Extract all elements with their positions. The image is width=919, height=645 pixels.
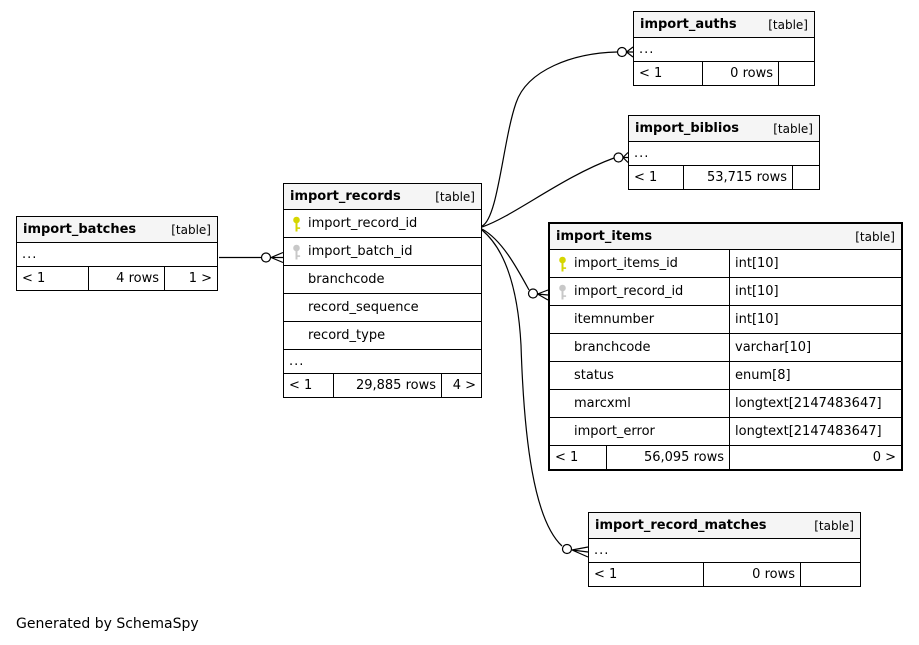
column-row: [284, 238, 481, 266]
column-row: [284, 294, 481, 322]
table-header[interactable]: [17, 217, 217, 243]
column-name: import_record_id: [574, 284, 684, 299]
table-footer: [284, 374, 481, 397]
table-type-tag: [table]: [171, 222, 211, 237]
table-header[interactable]: [284, 184, 481, 210]
relationship-line: [219, 253, 283, 263]
table-header[interactable]: [589, 513, 860, 539]
table-type-tag: [table]: [773, 121, 813, 136]
foreign-key-icon: [284, 244, 308, 260]
table-name: import_biblios: [635, 121, 740, 136]
row-count: 0 rows: [703, 62, 779, 85]
columns-ellipsis: ...: [629, 142, 819, 166]
columns-ellipsis: ...: [17, 243, 217, 267]
parents-indicator: < 1: [550, 446, 607, 469]
table-type-tag: [table]: [855, 229, 895, 244]
table-type-tag: [table]: [435, 189, 475, 204]
table-import-biblios[interactable]: [628, 115, 820, 190]
column-name: branchcode: [308, 272, 385, 287]
column-row: [550, 306, 901, 334]
column-name: marcxml: [574, 396, 631, 411]
relationship-line: [482, 47, 633, 226]
table-name: import_auths: [640, 17, 737, 32]
table-footer: [550, 446, 901, 469]
table-import-batches[interactable]: [16, 216, 218, 291]
table-import-items[interactable]: [548, 222, 903, 471]
row-count: 0 rows: [704, 563, 801, 586]
row-count: 4 rows: [89, 267, 165, 290]
parents-indicator: < 1: [284, 374, 334, 397]
relationship-line: [482, 153, 628, 228]
column-name: itemnumber: [574, 312, 655, 327]
parents-indicator: < 1: [589, 563, 704, 586]
table-name: import_record_matches: [595, 518, 767, 533]
column-type: int[10]: [735, 284, 779, 299]
parents-indicator: < 1: [17, 267, 89, 290]
table-header[interactable]: [634, 12, 814, 38]
row-count: 53,715 rows: [684, 166, 793, 189]
column-row: [284, 322, 481, 350]
column-row: [550, 334, 901, 362]
table-name: import_items: [556, 229, 653, 244]
column-type: int[10]: [735, 312, 779, 327]
foreign-key-icon: [550, 284, 574, 300]
row-count: 29,885 rows: [334, 374, 442, 397]
parents-indicator: < 1: [634, 62, 703, 85]
children-indicator: [801, 563, 860, 586]
column-name: record_sequence: [308, 300, 419, 315]
table-footer: [629, 166, 819, 189]
primary-key-icon: [550, 256, 574, 272]
column-name: status: [574, 368, 614, 383]
generated-by-note: Generated by SchemaSpy: [16, 616, 199, 632]
row-count: 56,095 rows: [607, 446, 730, 469]
children-indicator: 0 >: [872, 450, 896, 465]
column-name: import_batch_id: [308, 244, 413, 259]
column-type: enum[8]: [735, 368, 791, 383]
column-type: int[10]: [735, 256, 779, 271]
column-row: [284, 210, 481, 238]
table-name: import_records: [290, 189, 401, 204]
table-type-tag: [table]: [768, 17, 808, 32]
column-type: varchar[10]: [735, 340, 812, 355]
primary-key-icon: [284, 216, 308, 232]
table-import-records[interactable]: [283, 183, 482, 398]
table-header[interactable]: [550, 224, 901, 250]
children-indicator: [793, 166, 819, 189]
columns-ellipsis: ...: [634, 38, 814, 62]
table-footer: [17, 267, 217, 290]
column-name: record_type: [308, 328, 386, 343]
column-type: longtext[2147483647]: [735, 424, 882, 439]
children-indicator: 4 >: [452, 378, 476, 393]
column-name: import_items_id: [574, 256, 678, 271]
table-type-tag: [table]: [814, 518, 854, 533]
table-import-auths[interactable]: [633, 11, 815, 86]
columns-ellipsis: ...: [284, 350, 481, 374]
column-name: import_record_id: [308, 216, 418, 231]
column-name: import_error: [574, 424, 655, 439]
table-footer: [589, 563, 860, 586]
column-row: [550, 390, 901, 418]
column-row: [550, 418, 901, 446]
table-header[interactable]: [629, 116, 819, 142]
table-import-record-matches[interactable]: [588, 512, 861, 587]
column-name: branchcode: [574, 340, 651, 355]
table-name: import_batches: [23, 222, 137, 237]
children-indicator: 1 >: [188, 271, 212, 286]
column-row: [284, 266, 481, 294]
columns-ellipsis: ...: [589, 539, 860, 563]
column-row: [550, 362, 901, 390]
table-footer: [634, 62, 814, 85]
children-indicator: [779, 62, 814, 85]
parents-indicator: < 1: [629, 166, 684, 189]
column-row: [550, 278, 901, 306]
column-type: longtext[2147483647]: [735, 396, 882, 411]
column-row: [550, 250, 901, 278]
